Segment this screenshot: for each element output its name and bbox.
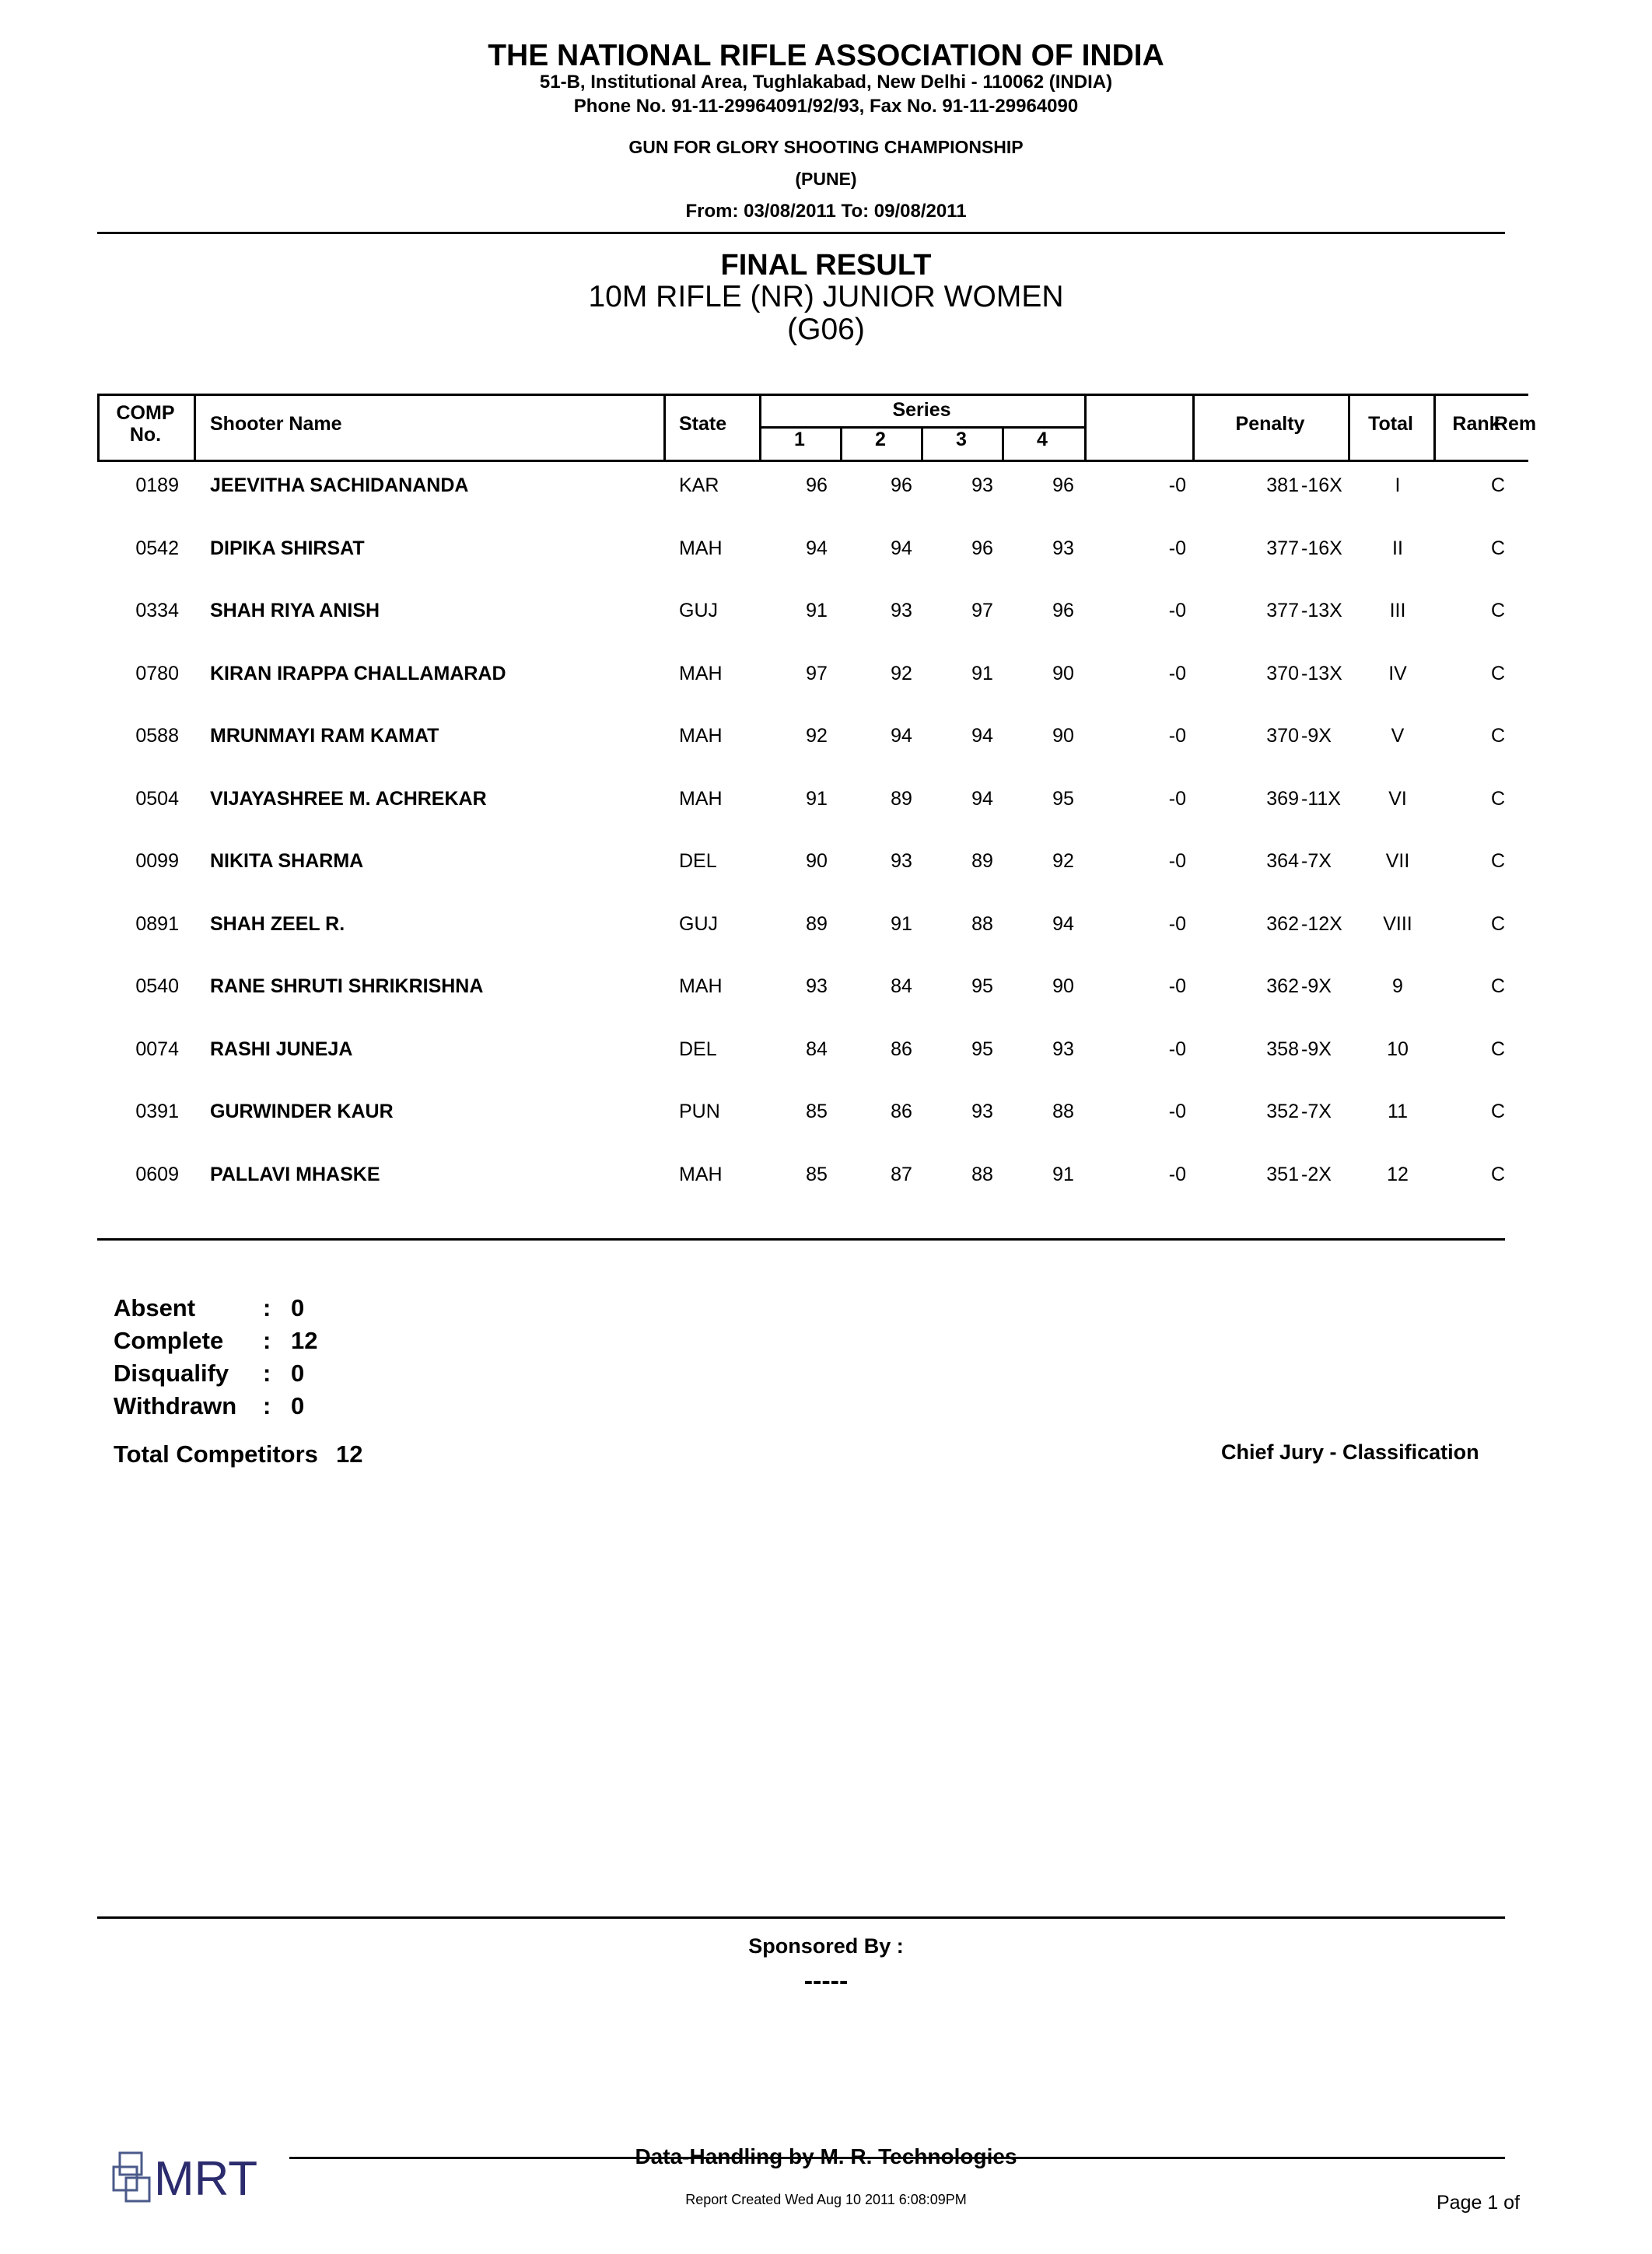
series-3: 96 [971,537,993,559]
header-series: Series [892,399,951,421]
table-row [0,600,1593,631]
header-comp: COMP [116,402,175,424]
organization-address: 51-B, Institutional Area, Tughlakabad, New Delhi - 110062 (INDIA) [539,72,1113,93]
series-4: 92 [1052,850,1074,872]
table-row [0,663,1593,694]
total-score: 377 [1266,600,1299,621]
series-1: 94 [806,537,828,559]
series-3: 95 [971,1038,993,1060]
series-1: 85 [806,1101,828,1122]
x-count: -9X [1301,975,1332,997]
state: MAH [679,975,723,997]
summary-colon: : [263,1392,271,1419]
series-1: 92 [806,725,828,747]
total-score: 370 [1266,725,1299,747]
shooter-name: PALLAVI MHASKE [210,1163,380,1185]
total-score: 362 [1266,912,1299,935]
state: MAH [679,662,723,684]
x-count: -16X [1301,474,1342,496]
series-1: 97 [806,662,828,684]
state: GUJ [679,912,718,935]
comp-no: 0891 [135,912,179,935]
x-count: -13X [1301,600,1342,621]
series-3: 94 [971,787,993,810]
rank: VI [1388,787,1407,810]
championship-dates: From: 03/08/2011 To: 09/08/2011 [685,201,967,222]
series-2: 84 [891,975,912,997]
penalty: -0 [1168,1038,1186,1060]
championship-name: GUN FOR GLORY SHOOTING CHAMPIONSHIP [628,137,1024,157]
shooter-name: SHAH RIYA ANISH [210,600,380,621]
shooter-name: KIRAN IRAPPA CHALLAMARAD [210,662,506,684]
series-1: 91 [806,787,828,810]
penalty: -0 [1168,1101,1186,1122]
table-row [0,913,1593,944]
rank: IV [1388,662,1407,684]
table-row [0,474,1593,506]
sponsored-by-label: Sponsored By : [748,1934,904,1958]
comp-no: 0074 [135,1038,179,1060]
mrt-logo [110,2150,282,2220]
series-2: 93 [891,850,912,872]
penalty: -0 [1168,1163,1186,1185]
comp-no: 0189 [135,474,179,496]
penalty: -0 [1168,787,1186,810]
rank: III [1389,600,1406,621]
series-4: 94 [1052,912,1074,935]
comp-no: 0540 [135,975,179,997]
complete-label: Complete [114,1327,224,1354]
total-score: 370 [1266,662,1299,684]
series-2: 96 [891,474,912,496]
series-2: 91 [891,912,912,935]
mrt-logo-text: MRT [154,2152,258,2206]
series-2: 86 [891,1101,912,1122]
state: MAH [679,725,723,747]
comp-no: 0780 [135,662,179,684]
organization-phone-fax: Phone No. 91-11-29964091/92/93, Fax No. 91-11-29964090 [573,96,1079,117]
penalty: -0 [1168,912,1186,935]
rank: II [1392,537,1403,559]
x-count: -16X [1301,537,1342,559]
shooter-name: JEEVITHA SACHIDANANDA [210,474,469,496]
table-row [0,1164,1593,1195]
series-3: 94 [971,725,993,747]
series-2: 86 [891,1038,912,1060]
comp-no: 0542 [135,537,179,559]
series-3: 97 [971,600,993,621]
comp-no: 0609 [135,1163,179,1185]
summary-colon: : [263,1327,271,1354]
x-count: -2X [1301,1163,1332,1185]
series-3: 95 [971,975,993,997]
header-comp-no: No. [129,424,162,446]
header-shooter-name: Shooter Name [210,413,342,435]
x-count: -13X [1301,662,1342,684]
championship-city: (PUNE) [795,169,857,189]
penalty: -0 [1168,537,1186,559]
chief-jury-label: Chief Jury - Classification [1221,1440,1479,1464]
series-4: 90 [1052,975,1074,997]
total-score: 351 [1266,1163,1299,1185]
penalty: -0 [1168,662,1186,684]
x-count: -9X [1301,725,1332,747]
state: DEL [679,1038,717,1060]
remarks: C [1491,600,1506,621]
state: MAH [679,1163,723,1185]
rank: V [1391,725,1405,747]
comp-no: 0099 [135,850,179,872]
series-4: 93 [1052,1038,1074,1060]
table-bottom-divider [97,1238,1505,1241]
organization-name: THE NATIONAL RIFLE ASSOCIATION OF INDIA [488,39,1164,72]
comp-no: 0504 [135,787,179,810]
series-4: 93 [1052,537,1074,559]
total-score: 381 [1266,474,1299,496]
remarks: C [1491,1101,1506,1122]
state: PUN [679,1101,720,1122]
series-1: 84 [806,1038,828,1060]
total-competitors-count: 12 [336,1440,363,1468]
shooter-name: DIPIKA SHIRSAT [210,537,365,559]
table-row [0,725,1593,756]
mrt-logo-icon [110,2150,282,2220]
series-1: 85 [806,1163,828,1185]
data-handling-credit: Data-Handling by M. R. Technologies [635,2144,1017,2168]
penalty: -0 [1168,850,1186,872]
rank: 9 [1392,975,1403,997]
comp-no: 0588 [135,725,179,747]
series-4: 95 [1052,787,1074,810]
series-3: 88 [971,1163,993,1185]
state: DEL [679,850,717,872]
withdrawn-label: Withdrawn [114,1392,237,1419]
x-count: -11X [1301,787,1341,810]
series-4: 90 [1052,725,1074,747]
header-series-3: 3 [956,429,967,450]
summary-colon: : [263,1294,271,1321]
series-3: 88 [971,912,993,935]
shooter-name: NIKITA SHARMA [210,850,364,872]
rank: 11 [1388,1101,1408,1122]
page-number: Page 1 of [1437,2192,1521,2214]
total-score: 369 [1266,787,1299,810]
series-3: 91 [971,662,993,684]
series-4: 88 [1052,1101,1074,1122]
total-score: 362 [1266,975,1299,997]
shooter-name: RANE SHRUTI SHRIKRISHNA [210,975,484,997]
complete-count: 12 [291,1327,318,1354]
summary-colon: : [263,1360,271,1387]
remarks: C [1491,787,1506,810]
series-4: 96 [1052,474,1074,496]
state: GUJ [679,600,718,621]
remarks: C [1491,1163,1506,1185]
penalty: -0 [1168,725,1186,747]
header-series-4: 4 [1037,429,1048,450]
series-4: 90 [1052,662,1074,684]
disqualify-label: Disqualify [114,1360,229,1387]
series-1: 89 [806,912,828,935]
x-count: -7X [1301,1101,1332,1122]
remarks: C [1491,474,1506,496]
series-1: 96 [806,474,828,496]
series-2: 89 [891,787,912,810]
x-count: -9X [1301,1038,1332,1060]
series-2: 94 [891,537,912,559]
remarks: C [1491,912,1506,935]
remarks: C [1491,975,1506,997]
result-title: FINAL RESULT [720,249,932,282]
remarks: C [1491,662,1506,684]
event-code: (G06) [787,313,865,346]
penalty: -0 [1168,975,1186,997]
x-count: -12X [1301,912,1342,935]
results-table-header [97,394,1537,462]
series-3: 93 [971,1101,993,1122]
sponsor-name: ----- [803,1966,849,1996]
table-row [0,850,1593,881]
disqualify-count: 0 [291,1360,305,1387]
rank: VII [1385,850,1410,872]
shooter-name: MRUNMAYI RAM KAMAT [210,725,439,747]
rank: VIII [1383,912,1412,935]
absent-label: Absent [114,1294,196,1321]
series-1: 90 [806,850,828,872]
series-1: 91 [806,600,828,621]
rank: 12 [1387,1163,1409,1185]
series-3: 89 [971,850,993,872]
series-2: 93 [891,600,912,621]
shooter-name: VIJAYASHREE M. ACHREKAR [210,787,487,810]
series-2: 87 [891,1163,912,1185]
rank: I [1395,474,1401,496]
sponsor-divider [97,1916,1505,1919]
remarks: C [1491,850,1506,872]
state: MAH [679,537,723,559]
series-3: 93 [971,474,993,496]
series-4: 91 [1052,1163,1074,1185]
rank: 10 [1387,1038,1409,1060]
header-total: Total [1368,413,1413,435]
header-series-2: 2 [875,429,886,450]
header-penalty: Penalty [1235,413,1305,435]
series-2: 94 [891,725,912,747]
footer-divider [289,2157,1505,2159]
comp-no: 0334 [135,600,179,621]
total-competitors-label: Total Competitors [114,1440,318,1468]
table-row [0,1101,1593,1132]
remarks: C [1491,1038,1506,1060]
remarks: C [1491,725,1506,747]
series-2: 92 [891,662,912,684]
header-series-1: 1 [794,429,805,450]
series-4: 96 [1052,600,1074,621]
table-row [0,788,1593,819]
shooter-name: GURWINDER KAUR [210,1101,394,1122]
series-1: 93 [806,975,828,997]
total-score: 377 [1266,537,1299,559]
absent-count: 0 [291,1294,305,1321]
shooter-name: SHAH ZEEL R. [210,912,345,935]
total-score: 364 [1266,850,1299,872]
x-count: -7X [1301,850,1332,872]
table-row [0,1038,1593,1069]
header-remarks: Rem [1493,413,1537,435]
penalty: -0 [1168,600,1186,621]
withdrawn-count: 0 [291,1392,305,1419]
header-state: State [679,413,727,435]
header-divider [97,232,1505,234]
event-name: 10M RIFLE (NR) JUNIOR WOMEN [588,280,1064,313]
header-rank: Rank [1452,413,1500,435]
state: KAR [679,474,719,496]
shooter-name: RASHI JUNEJA [210,1038,353,1060]
total-score: 352 [1266,1101,1299,1122]
state: MAH [679,787,723,810]
remarks: C [1491,537,1506,559]
penalty: -0 [1168,474,1186,496]
comp-no: 0391 [135,1101,179,1122]
table-row [0,975,1593,1006]
total-score: 358 [1266,1038,1299,1060]
table-row [0,537,1593,569]
report-created: Report Created Wed Aug 10 2011 6:08:09PM [685,2192,967,2207]
